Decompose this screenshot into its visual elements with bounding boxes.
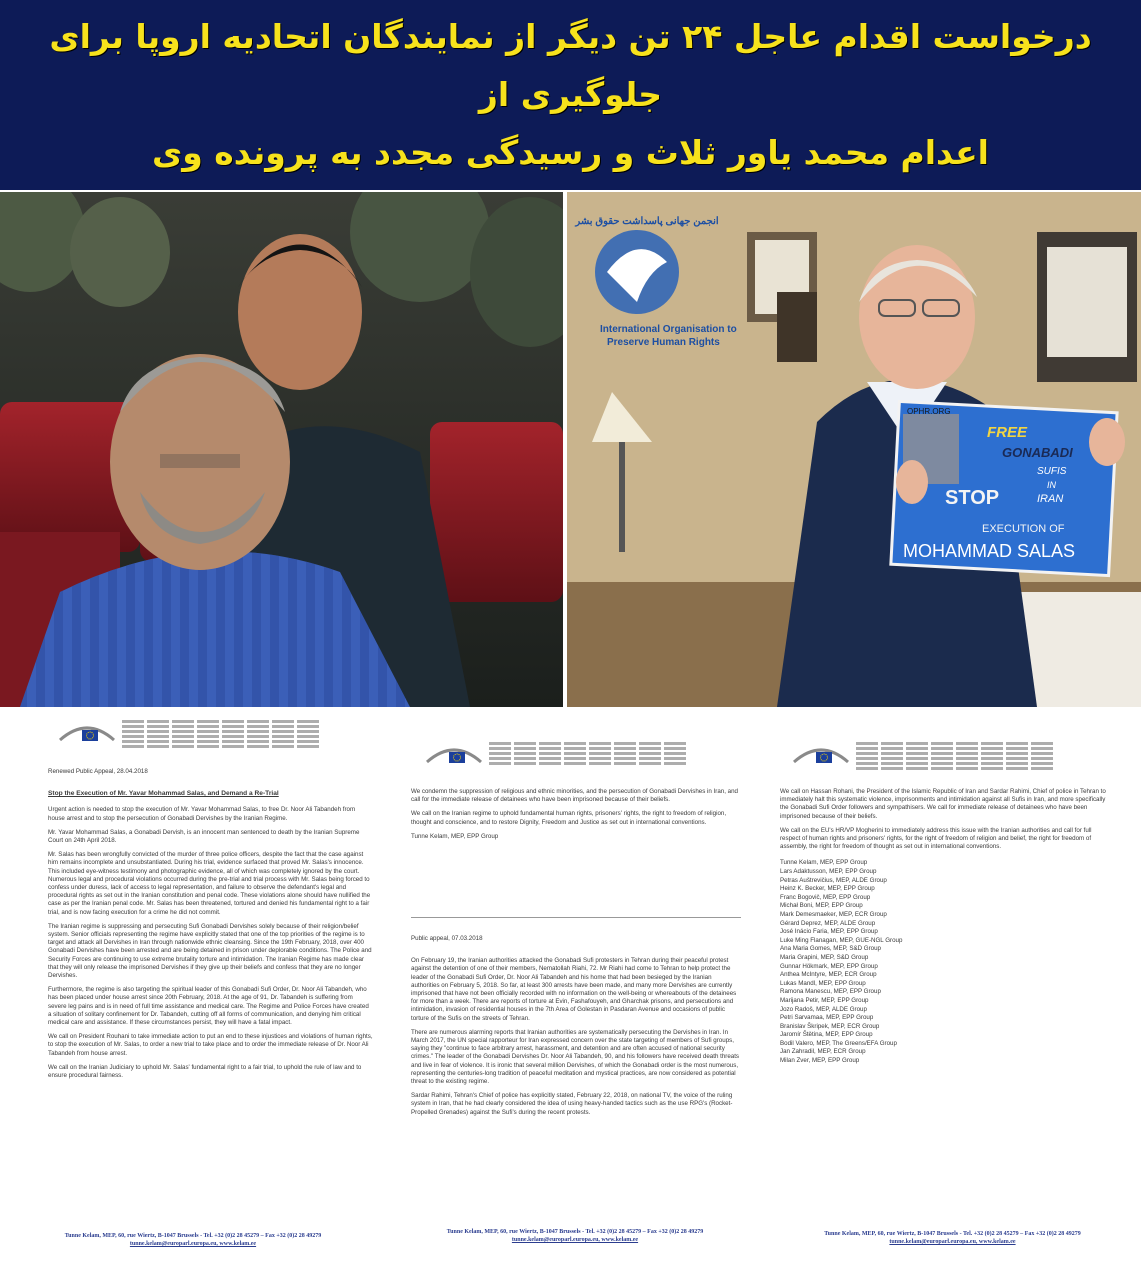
paragraph: Furthermore, the regime is also targeting the spiritual leader of this Gonabadi Sufi Order, Dr. Noor Ali Tabandeh, who has been placed under house arrest since 20th February, 2018. At the age of 91, Dr. Tabandeh is suffering from severe leg pains and is in need of full time assistance and medical care. The Regime and Police Forces have created a situation of solitary confinement for Dr. Tabandeh, cutting off all forms of communication, and denying him critical medical care and assistance. If these circumstances persist, they will have a fatal impact. bbox=[48, 986, 369, 1027]
paragraph: Sardar Rahimi, Tehran's Chief of police has explicitly stated, February 22, 2018, on national TV, the voice of the ruling system in Iran, that he had clearly considered the idea of using heavy-handed tactics such as the use RPG's (Rocket-Propelled Grenades) against the Sufi's during the recent protests. bbox=[411, 1092, 733, 1116]
paragraph: We call on Hassan Rohani, the President of the Islamic Republic of Iran and Sardar Rahimi, Chief of police in Tehran to immediately halt this systematic violence, imprisonments and intimidation against all Sufis in Iran, and more specifically the Gonabadi Sufi Order followers and sympathisers. We call for immediate release of detainees who have been imprisoned because of their beliefs. bbox=[780, 788, 1106, 820]
sign-site: OPHR.ORG bbox=[907, 407, 951, 416]
courtroom-illustration bbox=[0, 192, 563, 707]
sign-in: IN bbox=[1047, 480, 1056, 490]
signer: Marijana Petir, MEP, EPP Group bbox=[780, 996, 869, 1004]
sign-free: FREE bbox=[987, 424, 1028, 441]
signer: Anthea McIntyre, MEP, ECR Group bbox=[780, 971, 877, 979]
letter-page-1 bbox=[0, 710, 386, 1280]
european-parliament-logo bbox=[58, 718, 116, 748]
sign-stop: STOP bbox=[945, 487, 1000, 509]
letter-title: Stop the Execution of Mr. Yavar Mohammad Salas, and Demand a Re-Trial bbox=[48, 790, 279, 798]
signer: Heinz K. Becker, MEP, EPP Group bbox=[780, 885, 875, 893]
signer: Tunne Kelam, MEP, EPP Group bbox=[780, 859, 868, 867]
letter-footer bbox=[764, 1230, 1141, 1246]
letter-footer bbox=[387, 1228, 763, 1244]
signer: Milan Zver, MEP, EPP Group bbox=[780, 1057, 860, 1065]
logo-persian-text: انجمن جهانی پاسداشت حقوق بشر bbox=[575, 216, 719, 227]
footer-address: Tunne Kelam, MEP, 60, rue Wiertz, B-1047 Brussels - Tel. +32 (0)2 28 45279 – Fax +32 (0)2 28 49279 bbox=[64, 1233, 322, 1239]
signer: Gunnar Hökmark, MEP, EPP Group bbox=[780, 962, 878, 970]
signer: Jozo Radoš, MEP, ALDE Group bbox=[780, 1005, 867, 1013]
signer: Jaromír Štětina, MEP, EPP Group bbox=[780, 1031, 873, 1039]
letter-footer bbox=[0, 1232, 386, 1248]
paragraph: We condemn the suppression of religious and ethnic minorities, and the persecution of Gonabadi Dervishes in Iran, and call for the immediate release of detainees who have been imprisoned because of their beliefs. bbox=[411, 788, 738, 804]
european-parliament-logo bbox=[792, 740, 850, 770]
logo-english-line-1: International Organisation to bbox=[600, 324, 737, 335]
mep-sign-photo bbox=[567, 192, 1141, 707]
headline-banner bbox=[0, 0, 1141, 190]
paragraph: We call on the Iranian Judiciary to uphold Mr. Salas' fundamental right to a fair trial, to uphold the rule of law and to ensure procedural fairness. bbox=[48, 1063, 362, 1080]
sign-name: MOHAMMAD SALAS bbox=[903, 541, 1076, 561]
ep-header bbox=[792, 740, 1056, 772]
signer: Luke Ming Flanagan, MEP, GUE-NGL Group bbox=[780, 936, 903, 944]
letter-page-3 bbox=[764, 710, 1141, 1280]
signature: Tunne Kelam, MEP, EPP Group bbox=[411, 832, 499, 840]
sign-execution: EXECUTION OF bbox=[982, 523, 1065, 535]
letter-body-3 bbox=[780, 788, 1110, 1066]
headline-line-2: اعدام محمد یاور ثلاث و رسیدگی مجدد به پرونده وی bbox=[152, 133, 989, 172]
paragraph: Mr. Salas has been wrongfully convicted of the murder of three police officers, despite the fact that the case against him remains incomplete and unsubstantiated. During his trial, evidence surfaced that proved Mr. Salas's innocence. This included eye-witness testimony and photographic evidence, all of which was completely ignored by the court. Numerous legal and procedural violations occurred during the pre-trial and trial process with Mr. Salas being forced to confess under duress, lack of access to legal representation, and failure to observe the defendant's legal and procedural rights as set out in the Iranian constitution and penal code. These violations alone should have nullified the case as per the Iranian penal code. Mr. Salas has been threatened, tortured and denied his fundamental right to a fair trial, and is now facing execution for a crime he did not commit. bbox=[48, 851, 371, 916]
signer: Ana Maria Gomes, MEP, S&D Group bbox=[780, 945, 881, 953]
paragraph: We call on the EU's HR/VP Mogherini to immediately address this issue with the Iranian authorities and call for full respect of human rights and prisoners' rights, for the right of freedom of religion and belief, the right for freedom of assembly, the right for freedom of thought as set out in international conventions. bbox=[780, 826, 1092, 851]
footer-contact: tunne.kelam@europarl.europa.eu, www.kelam.ee bbox=[511, 1237, 639, 1243]
paragraph: We call on the Iranian regime to uphold fundamental human rights, prisoners' rights, the right to freedom of religion, thought and conscience, and to restore Dignity, Freedom and Justice as set out in international conventions. bbox=[411, 810, 727, 826]
ep-header bbox=[425, 740, 689, 770]
paragraph: On February 19, the Iranian authorities attacked the Gonabadi Sufi protesters in Tehran during their peaceful protest against the detention of one of their members, Nematollah Riahi, 72. Mr Riahi had come to Tehran to help protect the leader of the Gonabadi Sufi Order, Dr. Noor Ali Tabandeh and his home that had been besieged by the Iranian authorities on February 5, 2018. So far, at least 300 arrests have been made, and many more Dervishes are currently imprisoned that have not been officially recorded with no information on the well-being or whereabouts of the detainees for more than a week. There are reports of torture at Evin, Fashafouyeh, and Gharchak prisons, and persecutions and intimidation, invasion of residential houses in the 7th Area of Golestan in Pasdaran Avenue and occasions of public torture of the Sufis on the streets of Tehran. bbox=[411, 957, 737, 1022]
letter-page-2 bbox=[387, 710, 763, 1280]
signer: Maria Grapini, MEP, S&D Group bbox=[780, 953, 869, 961]
headline-line-1: درخواست اقدام عاجل ۲۴ تن دیگر از نمایندگان اتحادیه اروپا برای جلوگیری از bbox=[49, 17, 1092, 114]
paragraph: We call on President Rouhani to take immediate action to put an end to these injustices and violations of human rights, to stop the execution of Mr. Salas, to order a new trial to take place and to order the immediate release of Dr. Noor Ali Tabandeh from house arrest. bbox=[48, 1033, 373, 1057]
signer: Petras Auštrevičius, MEP, ALDE Group bbox=[780, 876, 887, 884]
ep-header bbox=[58, 718, 322, 750]
signer: Branislav Škripek, MEP, ECR Group bbox=[780, 1022, 880, 1030]
sign-iran: IRAN bbox=[1037, 493, 1064, 505]
signer: Franc Bogovič, MEP, EPP Group bbox=[780, 893, 871, 901]
signer: José Inácio Faria, MEP, EPP Group bbox=[780, 928, 878, 936]
footer-contact: tunne.kelam@europarl.europa.eu, www.kelam.ee bbox=[129, 1241, 257, 1247]
footer-address: Tunne Kelam, MEP, 60, rue Wiertz, B-1047 Brussels - Tel. +32 (0)2 28 45279 – Fax +32 (0)2 28 49279 bbox=[824, 1231, 1081, 1237]
mep-sign-illustration bbox=[567, 192, 1141, 707]
ep-language-lines bbox=[122, 718, 322, 750]
sign-sufis: SUFIS bbox=[1037, 466, 1067, 477]
letter-body-1 bbox=[48, 768, 373, 1086]
signer-list bbox=[780, 859, 1110, 1065]
letter-date: Renewed Public Appeal, 28.04.2018 bbox=[48, 768, 148, 775]
ep-language-lines bbox=[856, 740, 1056, 772]
signer: Ramona Manescu, MEP, EPP Group bbox=[780, 988, 881, 996]
signer: Mark Demesmaeker, MEP, ECR Group bbox=[780, 910, 887, 918]
paragraph: Urgent action is needed to stop the execution of Mr. Yavar Mohammad Salas, to free Dr. Noor Ali Tabandeh from house arrest and to stop the persecution of Gonabadi Dervishes by the Iranian Regime. bbox=[48, 806, 356, 822]
footer-contact: tunne.kelam@europarl.europa.eu, www.kelam.ee bbox=[889, 1239, 1016, 1245]
paragraph: The Iranian regime is suppressing and persecuting Sufi Gonabadi Dervishes solely because of their religion/belief system. Senior officials representing the regime have explicitly stated that one of the top priorities of the regime is to target and attack all Dervishes in Iran through nationwide ethnic cleansing. Since the 19th February, 2018, over 400 Gonabadi Dervishes have been arrested and are being detained in prison under deplorable conditions. The Police and Security Forces are continuing to use extreme brutality torture and intimidation. The Iranian Regime has made clear that they will only release the imprisoned Dervishes if they give up their beliefs and confess that they are no longer Dervishes. bbox=[48, 922, 372, 980]
signer: Gérard Deprez, MEP, ALDE Group bbox=[780, 919, 876, 927]
signer: Petri Sarvamaa, MEP, EPP Group bbox=[780, 1014, 874, 1022]
letter-body-2a bbox=[411, 788, 741, 847]
logo-english-line-2: Preserve Human Rights bbox=[607, 337, 720, 348]
sign-gonabadi: GONABADI bbox=[1002, 445, 1073, 460]
ep-language-lines bbox=[489, 740, 689, 767]
european-parliament-logo bbox=[425, 740, 483, 770]
paragraph: There are numerous alarming reports that Iranian authorities are systematically persecuting the Dervishes in Iran. In March 2017, the UN special rapporteur for Iran expressed concern over the state targeting of members of Sufi groups, saying they "continue to face arbitrary arrest, harassment, and detention and are often accused of national security crimes." The leader of the Gonabadi Dervishes Dr. Noor Ali Tabandeh, 90, and his followers have received death threats and live in fear of violence. It is ironic that several million Dervishes, of which the Gonabadi order is the most numerous, representing the centuries-long tradition of peaceful meditation and mystical practices, are now considered as potential threat to the existing regime. bbox=[411, 1028, 740, 1086]
signer: Jan Zahradil, MEP, ECR Group bbox=[780, 1048, 866, 1056]
signer: Michał Boni, MEP, EPP Group bbox=[780, 902, 863, 910]
signer: Bodil Valero, MEP, The Greens/EFA Group bbox=[780, 1039, 897, 1047]
signer: Lukas Mandl, MEP, EPP Group bbox=[780, 979, 866, 987]
letter-body-2b bbox=[411, 935, 741, 1123]
courtroom-photo bbox=[0, 192, 563, 707]
signer: Lars Adaktusson, MEP, EPP Group bbox=[780, 868, 877, 876]
paragraph: Mr. Yavar Mohammad Salas, a Gonabadi Dervish, is an innocent man sentenced to death by the Iranian Supreme Court on 24th April 2018. bbox=[48, 828, 360, 845]
footer-address: Tunne Kelam, MEP, 60, rue Wiertz, B-1047 Brussels - Tel. +32 (0)2 28 45279 – Fax +32 (0)2 28 49279 bbox=[446, 1229, 704, 1235]
page-divider bbox=[411, 917, 741, 918]
letter-date: Public appeal, 07.03.2018 bbox=[411, 935, 483, 942]
